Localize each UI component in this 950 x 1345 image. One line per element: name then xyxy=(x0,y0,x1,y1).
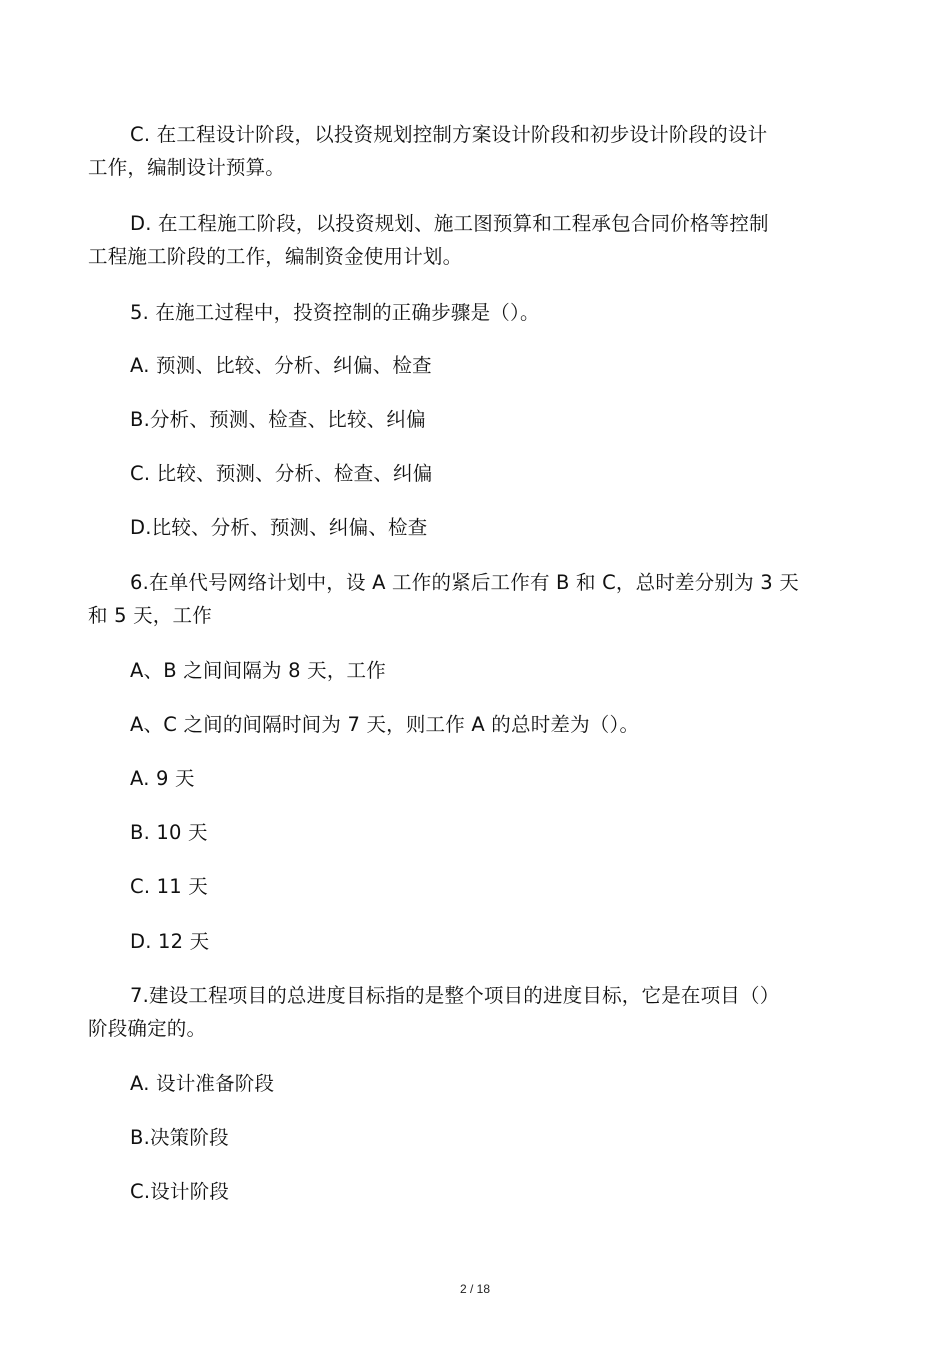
option-d-q6: D. 12 天 xyxy=(130,930,210,953)
question-7-line-1: 7.建设工程项目的总进度目标指的是整个项目的进度目标，它是在项目（） xyxy=(130,984,780,1007)
question-6-line-1: 6.在单代号网络计划中，设 A 工作的紧后工作有 B 和 C，总时差分别为 3 天 xyxy=(130,571,799,594)
option-a-q5: A. 预测、比较、分析、纠偏、检查 xyxy=(130,354,432,377)
option-a-q7: A. 设计准备阶段 xyxy=(130,1072,275,1095)
option-c-q5: C. 比较、预测、分析、检查、纠偏 xyxy=(130,462,433,485)
option-b-q5: B.分析、预测、检查、比较、纠偏 xyxy=(130,408,426,431)
option-c-q4-line-2: 工作，编制设计预算。 xyxy=(88,156,286,179)
option-c-q6: C. 11 天 xyxy=(130,875,208,898)
option-d-q4-line-1: D. 在工程施工阶段，以投资规划、施工图预算和工程承包合同价格等控制 xyxy=(130,212,769,235)
question-6-line-4: A、C 之间的间隔时间为 7 天，则工作 A 的总时差为（）。 xyxy=(130,713,640,736)
question-6-line-2: 和 5 天，工作 xyxy=(88,604,212,627)
option-d-q4-line-2: 工程施工阶段的工作，编制资金使用计划。 xyxy=(88,245,463,268)
question-6-line-3: A、B 之间间隔为 8 天，工作 xyxy=(130,659,386,682)
option-b-q6: B. 10 天 xyxy=(130,821,208,844)
page-number: 2 / 18 xyxy=(459,1282,491,1296)
option-c-q7: C.设计阶段 xyxy=(130,1180,230,1203)
option-a-q6: A. 9 天 xyxy=(130,767,195,790)
question-5: 5. 在施工过程中，投资控制的正确步骤是（）。 xyxy=(130,301,540,324)
option-b-q7: B.决策阶段 xyxy=(130,1126,229,1149)
question-7-line-2: 阶段确定的。 xyxy=(88,1017,207,1040)
option-d-q5: D.比较、分析、预测、纠偏、检查 xyxy=(130,516,428,539)
option-c-q4-line-1: C. 在工程设计阶段，以投资规划控制方案设计阶段和初步设计阶段的设计 xyxy=(130,123,768,146)
